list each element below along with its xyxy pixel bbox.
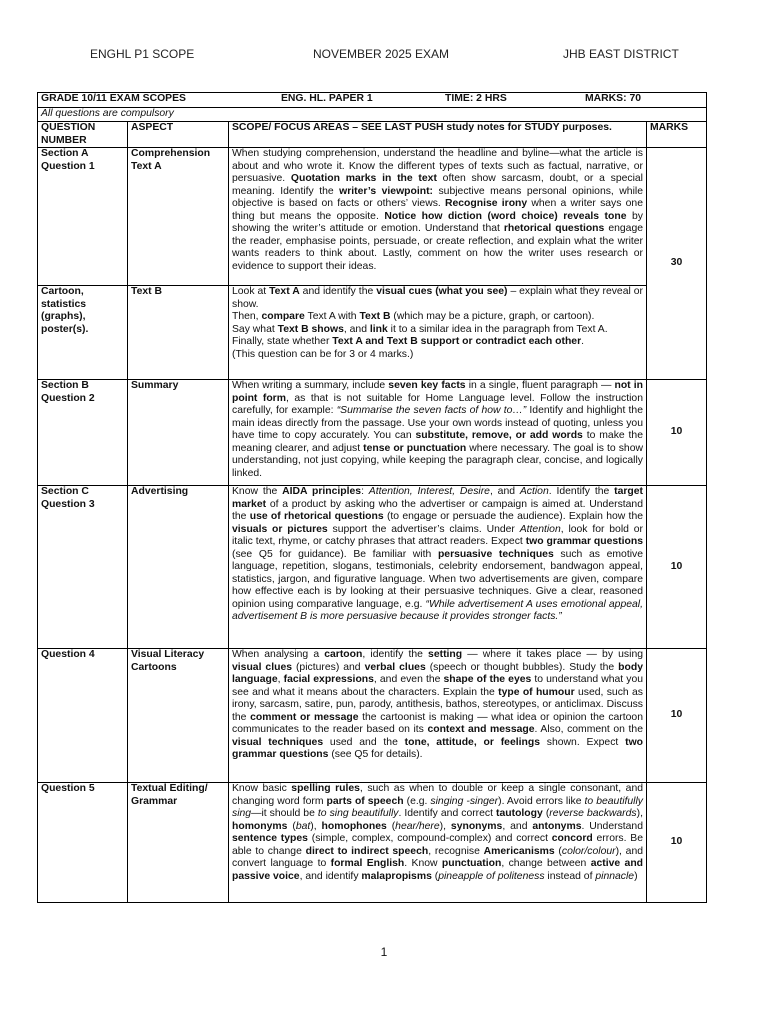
scope-text-italic: “Summarise the seven facts of how to…”: [336, 405, 527, 416]
scope-text: subjective means personal opinions, while objective is based on facts or others’ views.: [232, 185, 643, 209]
scope-text-bold: not in point form: [232, 380, 643, 404]
scope-text-bold: spelling rules: [291, 783, 360, 794]
scope-text: . Understand: [581, 820, 643, 832]
scope-text: – explain what they reveal or show.: [232, 286, 643, 310]
header-right: JHB EAST DISTRICT: [563, 47, 679, 61]
compulsory-row: [38, 108, 707, 122]
scope-text-bold: visuals or pictures: [232, 523, 328, 535]
scope-text: , recognise: [428, 845, 484, 857]
question-number-cell: Question 5: [38, 783, 128, 903]
aspect-cell: Visual Literacy Cartoons: [128, 649, 229, 783]
scope-text: in a single, fluent paragraph —: [465, 380, 615, 391]
scope-cell: [229, 486, 647, 649]
column-header-scope: SCOPE/ FOCUS AREAS – SEE LAST PUSH study notes for STUDY purposes.: [229, 122, 647, 148]
scope-text: shown. Expect: [539, 736, 626, 748]
scope-text: .: [581, 336, 585, 347]
table-body: [38, 148, 707, 903]
question-number-cell: Section B Question 2: [38, 380, 128, 486]
scope-text: engage the reader, emphasise points, persuade, or create reflection, and explain what the writer wants readers to think about. Lastly, comment on how the writer uses research or evidence to support their ideas.: [232, 223, 644, 272]
scope-text: When studying comprehension, understand the headline and byline—what the article is about and who wrote it. Know the different types of texts such as factual, narrative, or persuasive.: [232, 148, 643, 184]
scope-text-bold: shape of the eyes: [443, 674, 532, 685]
compulsory-note: All questions are compulsory: [38, 108, 707, 122]
scope-text: ). Avoid errors like: [498, 795, 585, 807]
scope-text-italic: pineapple of politeness: [438, 870, 545, 882]
scope-text: . Identify and correct: [398, 808, 497, 819]
scope-text-bold: visual cues (what you see): [376, 286, 508, 297]
scope-text-bold: context and message: [427, 724, 535, 735]
marks-cell: 10: [647, 783, 707, 903]
scope-text: ),: [439, 820, 451, 832]
scope-text-bold: tautology: [496, 808, 543, 819]
aspect-cell: Text B: [128, 286, 229, 380]
scope-text: Know the: [232, 486, 283, 497]
scope-text: (see Q5 for guidance). Be familiar with: [232, 548, 438, 560]
table-row: [38, 783, 707, 903]
scope-text: ),: [310, 820, 322, 832]
scope-text: Look at: [232, 286, 270, 297]
scope-text-bold: Notice how diction (word choice) reveals tone: [384, 210, 627, 222]
table-row: [38, 148, 707, 286]
aspect-cell: Comprehension Text A: [128, 148, 229, 286]
scope-text-bold: tense or punctuation: [363, 442, 467, 454]
scope-text-italic: singing -singer: [430, 795, 499, 807]
scope-text: (speech or thought bubbles). Study the: [425, 661, 619, 673]
scope-text-bold: setting: [428, 649, 463, 660]
scope-text-bold: Text B shows: [277, 323, 344, 335]
table-title-cell: [38, 93, 707, 108]
scope-text-italic: pinnacle: [595, 870, 635, 882]
scope-text-bold: use of rhetorical questions: [249, 511, 384, 522]
table-row: [38, 286, 707, 380]
scope-text-italic: Attention, Interest, Desire: [368, 486, 490, 497]
scope-text-bold: writer’s viewpoint:: [339, 185, 433, 197]
scope-text-bold: synonyms: [450, 820, 503, 832]
header-center: NOVEMBER 2025 EXAM: [313, 47, 450, 61]
scope-text-bold: active and passive voice: [232, 858, 644, 882]
scope-text: ): [634, 870, 638, 882]
scope-text: When writing a summary, include: [232, 380, 389, 391]
time-label: TIME: 2 HRS: [445, 93, 507, 104]
scope-text-bold: link: [369, 323, 388, 335]
column-header-marks: MARKS: [647, 122, 707, 148]
page-header: [0, 47, 768, 63]
scope-text-bold: type of humour: [498, 686, 575, 698]
scope-text: where necessary. The goal is to show understanding, not just copying, while keeping the paragraph clear, concise, and logically linked.: [232, 442, 643, 479]
question-number-cell: Cartoon, statistics (graphs), poster(s).: [38, 286, 128, 380]
scope-text: Text A with: [304, 311, 360, 322]
scope-text-italic: to sing beautifully: [317, 808, 399, 819]
scope-text: ,: [277, 674, 284, 685]
scope-text-bold: visual techniques: [232, 736, 324, 748]
scope-text: Then,: [232, 311, 262, 322]
scope-text-bold: target market: [232, 486, 643, 510]
scope-text: (: [386, 820, 396, 832]
scope-text-bold: antonyms: [532, 820, 582, 832]
question-number-cell: Section A Question 1: [38, 148, 128, 286]
marks-cell: 30: [647, 148, 707, 380]
scope-text: Finally, state whether: [232, 336, 333, 347]
scope-text: :: [361, 486, 369, 497]
scope-text-bold: direct to indirect speech: [305, 845, 429, 857]
scope-text-bold: facial expressions: [283, 674, 374, 685]
scope-text: used, such as irony, sarcasm, satire, pun, parody, antithesis, bathos, stereotypes, or anticlimax. Discuss the: [232, 686, 643, 723]
scope-cell: [229, 286, 647, 380]
scope-text-bold: persuasive techniques: [437, 548, 554, 560]
scope-text: and identify the: [299, 286, 377, 297]
scope-text-bold: parts of speech: [326, 795, 404, 807]
scope-text: —it should be: [251, 808, 318, 819]
aspect-cell: Summary: [128, 380, 229, 486]
scope-text: (This question can be for 3 or 4 marks.): [232, 348, 414, 360]
scope-text-bold: Text B: [359, 311, 391, 322]
scope-text: . Know: [404, 858, 442, 869]
exam-scope-table: [37, 92, 707, 903]
scope-text-italic: bat: [295, 820, 311, 832]
table-row: [38, 486, 707, 649]
column-header-row: [38, 122, 707, 148]
scope-text-bold: AIDA principles: [282, 486, 362, 497]
scope-text: it to a similar idea in the paragraph from Text A.: [387, 323, 608, 335]
table-title-row: [38, 93, 707, 108]
aspect-cell: Textual Editing/ Grammar: [128, 783, 229, 903]
column-header-aspect: ASPECT: [128, 122, 229, 148]
scope-text: , change between: [501, 858, 591, 869]
scope-text: instead of: [544, 870, 596, 882]
scope-text-bold: homonyms: [232, 820, 288, 832]
scope-text: used and the: [323, 736, 405, 748]
scope-text-italic: reverse backwards: [549, 808, 637, 819]
scope-text-bold: formal English: [330, 858, 405, 869]
scope-text: , and identify: [299, 870, 362, 882]
scope-text-bold: Americanisms: [483, 845, 555, 857]
scope-text-bold: sentence types: [232, 833, 308, 844]
scope-text: (e.g.: [403, 795, 431, 807]
marks-total-label: MARKS: 70: [585, 93, 642, 104]
scope-cell: [229, 148, 647, 286]
scope-text-bold: tone, attitude, or feelings: [404, 736, 540, 748]
scope-text-bold: visual clues: [232, 661, 292, 673]
scope-text-bold: Quotation marks in the text: [290, 173, 437, 184]
scope-text: Identify and highlight the main ideas directly from the passage. Use your own words instead of quoting, unless you have time to copy accurately. You can: [232, 405, 643, 441]
scope-text: , and: [502, 820, 533, 832]
scope-text-bold: Text A: [269, 286, 300, 297]
scope-text: to make the meaning clearer, and adjust: [232, 430, 643, 454]
scope-text: (: [554, 845, 562, 857]
scope-cell: [229, 380, 647, 486]
scope-text: when a writer says one thing but means the opposite.: [232, 198, 643, 222]
scope-text-bold: punctuation: [441, 858, 502, 869]
scope-text-bold: concord: [551, 833, 593, 844]
scope-text: often show sarcasm, doubt, or a special meaning. Identify the: [232, 173, 643, 197]
scope-text: , and: [343, 323, 370, 335]
scope-text: . Also, comment on the: [534, 724, 643, 735]
scope-text: , look for bold or italic text, rhyme, or catchy phrases that attract readers. Expect: [232, 523, 643, 547]
scope-text-bold: compare: [261, 311, 305, 322]
question-number-cell: Section C Question 3: [38, 486, 128, 649]
scope-text: , identify the: [362, 649, 429, 660]
scope-text: , and even the: [373, 674, 444, 685]
scope-text-italic: “While advertisement A uses emotional appeal, advertisement B is more persuasive because it provides stronger facts.”: [232, 598, 643, 622]
scope-text-bold: verbal clues: [364, 661, 426, 673]
column-header-question: QUESTION NUMBER: [38, 122, 128, 148]
scope-text: such as emotive language, repetition, slogans, testimonials, celebrity endorsement, bandwagon appeal, statistics, jargon, and figurative language. When two advertisements are given, compare how effective each is by looking at their persuasive techniques. Give a clear, reasoned opinion using comparative language, e.g.: [232, 548, 643, 610]
scope-text: (which may be a picture, graph, or cartoon).: [390, 311, 595, 322]
scope-text-italic: hear/here: [395, 820, 440, 832]
scope-text: . Identify the: [548, 486, 615, 497]
scope-text: to understand what you see and what it means about the characters. Explain the: [232, 674, 644, 698]
scope-text-italic: to beautifully sing: [232, 795, 643, 819]
scope-text: ),: [636, 808, 643, 819]
scope-text-italic: color/colour: [561, 845, 616, 857]
scope-text-bold: two grammar questions: [525, 536, 643, 547]
paper-title: ENG. HL. PAPER 1: [281, 93, 373, 104]
scope-text-italic: Action: [519, 486, 549, 497]
table-row: [38, 380, 707, 486]
question-number-cell: Question 4: [38, 649, 128, 783]
scope-text-bold: Text A and Text B support or contradict each other: [332, 336, 582, 347]
scope-text-bold: malapropisms: [361, 870, 432, 882]
scope-text-bold: rhetorical questions: [503, 223, 605, 234]
grade-scope-title: GRADE 10/11 EXAM SCOPES: [41, 93, 186, 104]
scope-text-bold: seven key facts: [388, 380, 466, 391]
page-number: 1: [380, 945, 388, 959]
scope-text: by showing the writer’s attitude or emotion. Understand that: [232, 210, 643, 234]
scope-text-bold: homophones: [321, 820, 387, 832]
aspect-cell: Advertising: [128, 486, 229, 649]
scope-text: (see Q5 for details).: [328, 749, 423, 760]
marks-cell: 10: [647, 486, 707, 649]
scope-text: — where it takes place — by using: [462, 649, 643, 660]
scope-text-bold: comment or message: [250, 711, 359, 723]
scope-cell: [229, 783, 647, 903]
scope-text-bold: two grammar questions: [232, 736, 643, 760]
scope-text-bold: substitute, remove, or add words: [415, 430, 583, 441]
marks-cell: 10: [647, 649, 707, 783]
scope-text-bold: body language: [232, 661, 643, 685]
scope-text: (to engage or persuade the audience). Explain how the: [383, 511, 644, 522]
scope-text: errors. Be able to change: [232, 833, 643, 857]
scope-text-bold: cartoon: [324, 649, 363, 660]
scope-text: (simple, complex, compound-complex) and correct: [307, 833, 552, 844]
header-left: ENGHL P1 SCOPE: [90, 47, 195, 61]
scope-text: Say what: [232, 323, 278, 335]
scope-text: When analysing a: [232, 649, 325, 660]
scope-text: ), and convert language to: [232, 845, 644, 869]
scope-text: , and: [489, 486, 520, 497]
scope-text: (pictures) and: [292, 661, 365, 673]
scope-text: Know basic: [232, 783, 292, 794]
scope-text: , as that is not suitable for Home Language level. Follow the instruction carefully, for example:: [232, 392, 643, 416]
scope-text-bold: Recognise irony: [445, 198, 528, 209]
scope-text: (: [431, 870, 439, 882]
scope-text: (: [287, 820, 296, 832]
scope-cell: [229, 649, 647, 783]
scope-text: support the advertiser’s claims. Under: [327, 523, 520, 535]
scope-text: , such as when to double or keep a single consonant, and changing word form: [232, 783, 644, 807]
scope-text: of a product by asking who the advertiser or campaign is aimed at. Understand the: [232, 498, 643, 522]
marks-cell: 10: [647, 380, 707, 486]
table-row: [38, 649, 707, 783]
scope-text-italic: Attention: [519, 523, 561, 535]
scope-text: the cartoonist is making — what idea or opinion the cartoon communicates to the reader based on its: [232, 711, 643, 735]
scope-text: (: [542, 808, 550, 819]
